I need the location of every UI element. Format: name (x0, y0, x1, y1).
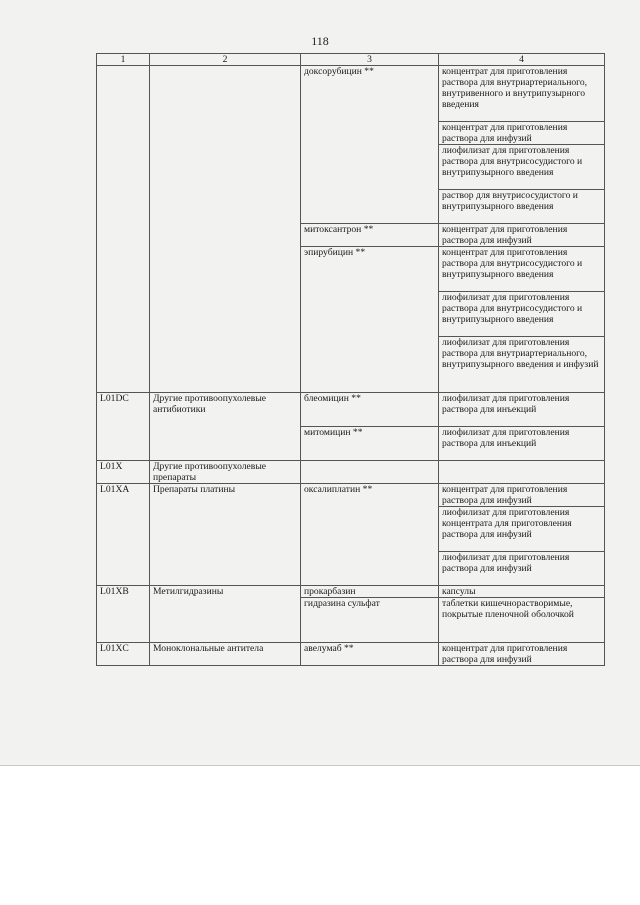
table-row (97, 484, 605, 507)
dosage-form-cell: таблетки кишечнорастворимые, покрытые пленочной оболочкой (439, 598, 605, 643)
atc-code-cell: L01DC (97, 393, 150, 461)
group-cell (150, 66, 301, 393)
drug-name-cell: оксалиплатин ** (301, 484, 439, 586)
atc-code-cell: L01XC (97, 643, 150, 666)
drug-name-cell (301, 461, 439, 484)
table-row (97, 643, 605, 666)
dosage-form-cell: концентрат для приготовления раствора для внутрисосудистого и внутрипузырного введения (439, 247, 605, 292)
drug-table (96, 53, 605, 666)
group-cell: Метилгидразины (150, 586, 301, 643)
dosage-form-cell: раствор для внутрисосудистого и внутрипузырного введения (439, 190, 605, 224)
header-cell: 1 (97, 54, 150, 66)
drug-name-cell: эпирубицин ** (301, 247, 439, 393)
group-cell: Другие противоопухолевые антибиотики (150, 393, 301, 461)
group-cell: Препараты платины (150, 484, 301, 586)
dosage-form-cell: капсулы (439, 586, 605, 598)
atc-code-cell: L01XB (97, 586, 150, 643)
table-row (97, 586, 605, 598)
table-row (97, 66, 605, 122)
drug-name-cell: блеомицин ** (301, 393, 439, 427)
atc-code-cell: L01X (97, 461, 150, 484)
header-row (97, 54, 605, 66)
dosage-form-cell: концентрат для приготовления раствора для внутриартериального, внутривенного и внутрипузырного введения (439, 66, 605, 122)
page-number: 118 (311, 34, 329, 48)
drug-name-cell: митоксантрон ** (301, 224, 439, 247)
atc-code-cell (97, 66, 150, 393)
header-cell: 2 (150, 54, 301, 66)
dosage-form-cell: концентрат для приготовления раствора для инфузий (439, 224, 605, 247)
drug-name-cell: прокарбазин (301, 586, 439, 598)
table-row (97, 393, 605, 427)
dosage-form-cell: лиофилизат для приготовления раствора для внутрисосудистого и внутрипузырного введения (439, 292, 605, 337)
dosage-form-cell: концентрат для приготовления раствора для инфузий (439, 643, 605, 666)
drug-name-cell: доксорубицин ** (301, 66, 439, 224)
drug-name-cell: гидразина сульфат (301, 598, 439, 643)
table-row (97, 461, 605, 484)
dosage-form-cell: лиофилизат для приготовления раствора для инъекций (439, 427, 605, 461)
dosage-form-cell (439, 461, 605, 484)
dosage-form-cell: лиофилизат для приготовления раствора для внутрисосудистого и внутрипузырного введения (439, 145, 605, 190)
dosage-form-cell: лиофилизат для приготовления раствора для инфузий (439, 552, 605, 586)
header-cell: 4 (439, 54, 605, 66)
group-cell: Моноклональные антитела (150, 643, 301, 666)
dosage-form-cell: концентрат для приготовления раствора для инфузий (439, 122, 605, 145)
header-cell: 3 (301, 54, 439, 66)
dosage-form-cell: лиофилизат для приготовления раствора для инъекций (439, 393, 605, 427)
dosage-form-cell: концентрат для приготовления раствора для инфузий (439, 484, 605, 507)
drug-name-cell: авелумаб ** (301, 643, 439, 666)
drug-name-cell: митомицин ** (301, 427, 439, 461)
atc-code-cell: L01XA (97, 484, 150, 586)
dosage-form-cell: лиофилизат для приготовления раствора для внутриартериального, внутрипузырного введения и инфузий (439, 337, 605, 393)
dosage-form-cell: лиофилизат для приготовления концентрата для приготовления раствора для инфузий (439, 507, 605, 552)
group-cell: Другие противоопухолевые препараты (150, 461, 301, 484)
